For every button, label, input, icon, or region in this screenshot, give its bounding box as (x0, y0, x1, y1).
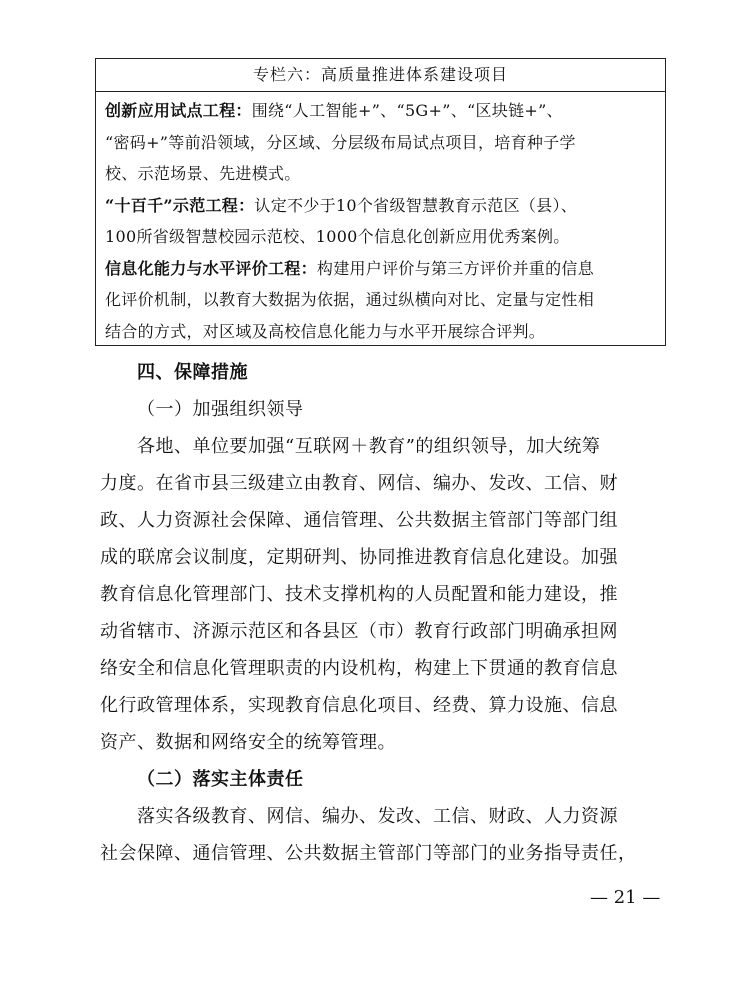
paragraph-line: 动省辖市、济源示范区和各县区（市）教育行政部门明确承担网 (100, 621, 618, 642)
paragraph-line: 各地、单位要加强“互联网＋教育”的组织领导，加大统筹 (137, 436, 601, 457)
paragraph-line: 力度。在省市县三级建立由教育、网信、编办、发改、工信、财 (100, 473, 618, 494)
paragraph-line: 教育信息化管理部门、技术支撑机构的人员配置和能力建设，推 (100, 584, 618, 605)
item-text: 构建用户评价与第三方评价并重的信息 (316, 258, 595, 278)
paragraph-line: 成的联席会议制度，定期研判、协同推进教育信息化建设。加强 (100, 547, 618, 568)
page-number: — 21 — (590, 887, 661, 908)
paragraph-line: 落实各级教育、网信、编办、发改、工信、财政、人力资源 (137, 806, 618, 827)
box-line: “密码+”等前沿领域，分区域、分层级布局试点项目，培育种子学 (105, 132, 576, 152)
paragraph-line: 政、人力资源社会保障、通信管理、公共数据主管部门等部门组 (100, 510, 618, 531)
box-body (96, 92, 665, 347)
box-line (105, 253, 657, 285)
paragraph-line: 络安全和信息化管理职责的内设机构，构建上下贯通的教育信息 (100, 658, 618, 679)
box-title: 专栏六：高质量推进体系建设项目 (96, 59, 665, 92)
item-text: 围绕“人工智能+”、“5G+”、“区块链+”、 (251, 101, 563, 120)
project-box (95, 58, 666, 346)
box-line: 校、示范场景、先进模式。 (105, 164, 301, 183)
box-line: 化评价机制，以教育大数据为依据，通过纵横向对比、定量与定性相 (105, 290, 595, 309)
subsection-heading: （一）加强组织领导 (137, 399, 304, 420)
item-lead: 信息化能力与水平评价工程： (105, 258, 317, 278)
item-lead: “十百千”示范工程： (105, 195, 255, 215)
paragraph-line: 资产、数据和网络安全的统筹管理。 (100, 732, 396, 753)
box-line: 100所省级智慧校园示范校、1000个信息化创新应用优秀案例。 (105, 227, 570, 246)
paragraph-line: 社会保障、通信管理、公共数据主管部门等部门的业务指导责任， (100, 843, 637, 864)
paragraph-line: 化行政管理体系，实现教育信息化项目、经费、算力设施、信息 (100, 695, 618, 716)
box-line (105, 190, 657, 222)
box-line (105, 95, 657, 127)
box-line: 结合的方式，对区域及高校信息化能力与水平开展综合评判。 (105, 321, 546, 341)
item-text: 认定不少于10个省级智慧教育示范区（县）、 (254, 195, 578, 215)
subsection-heading: （二）落实主体责任 (137, 769, 304, 790)
section-heading: 四、保障措施 (137, 362, 248, 383)
item-lead: 创新应用试点工程： (105, 101, 252, 120)
